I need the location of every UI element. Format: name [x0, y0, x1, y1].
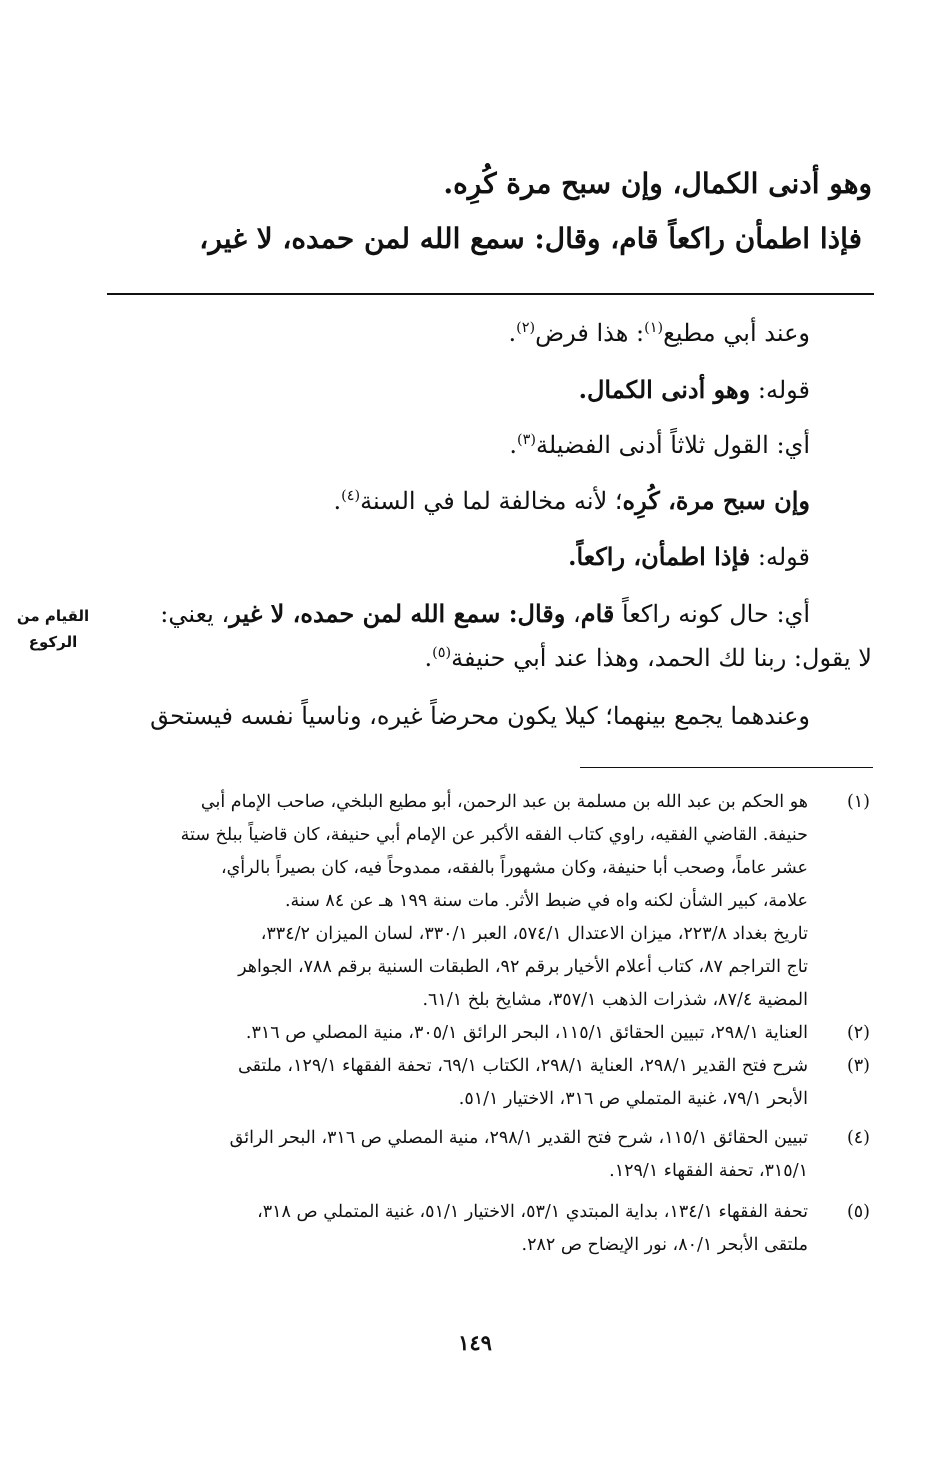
page-number: ١٤٩ — [458, 1330, 492, 1355]
footnote-line: تحفة الفقهاء ١٣٤/١، بداية المبتدي ٥٣/١، الاختيار ٥١/١، غنية المتملي ص ٣١٨، — [257, 1202, 808, 1222]
footnote-1 — [100, 786, 870, 1017]
quoted-matn: فإذا اطمأن، راكعاً. — [568, 542, 751, 571]
matn-line-2: فإذا اطمأن راكعاً قام، وقال: سمع الله لمن حمده، لا غير، — [199, 222, 862, 255]
sharh-text: ، — [565, 600, 581, 628]
sharh-text: وعند أبي مطيع — [663, 319, 810, 347]
footnote-ref-1[interactable]: (١) — [644, 320, 664, 336]
sharh-paragraph-4 — [333, 486, 810, 516]
footnote-line: علامة، كبير الشأن لكنه واه في ضبط الأثر. مات سنة ١٩٩ هـ عن ٨٤ سنة. — [284, 891, 808, 911]
footnote-5 — [100, 1196, 870, 1262]
footnote-ref-3[interactable]: (٣) — [516, 432, 536, 448]
sharh-text: قوله: — [750, 376, 810, 404]
footnote-ref-4[interactable]: (٤) — [341, 488, 361, 504]
footnote-line: هو الحكم بن عبد الله بن مسلمة بن عبد الرحمن، أبو مطيع البلخي، صاحب الإمام أبي — [200, 792, 808, 812]
margin-heading-line-2: الركوع — [28, 632, 78, 651]
sharh-text: . — [509, 431, 517, 459]
matn-line-1: وهو أدنى الكمال، وإن سبح مرة كُرِه. — [443, 167, 872, 200]
footnote-number: (٣) — [846, 1056, 870, 1076]
sharh-paragraph-6 — [160, 599, 810, 629]
sharh-paragraph-8 — [150, 701, 810, 731]
sharh-text: . — [333, 487, 342, 515]
footnote-separator-rule — [580, 767, 873, 768]
footnote-line: المضية ٨٧/٤، شذرات الذهب ٣٥٧/١، مشايخ بلخ ٦١/١. — [422, 990, 808, 1010]
footnote-line: الأبحر ٧٩/١، غنية المتملي ص ٣١٦، الاختيار ٥١/١. — [458, 1089, 808, 1109]
sharh-text: ؛ لأنه مخالفة لما في السنة — [360, 487, 623, 515]
sharh-text: ، يعني: — [160, 600, 230, 628]
matn-separator-rule — [107, 293, 874, 295]
footnote-line: شرح فتح القدير ٢٩٨/١، العناية ٢٩٨/١، الكتاب ٦٩/١، تحفة الفقهاء ١٢٩/١، ملتقى — [237, 1056, 808, 1076]
sharh-paragraph-1 — [508, 318, 810, 348]
footnote-number: (٢) — [846, 1023, 870, 1043]
footnote-number: (٤) — [846, 1128, 870, 1148]
sharh-paragraph-5 — [568, 542, 810, 572]
quoted-matn: وهو أدنى الكمال. — [578, 375, 751, 404]
sharh-text: أي: القول ثلاثاً أدنى الفضيلة — [535, 431, 810, 459]
sharh-paragraph-2 — [579, 375, 810, 405]
footnote-line: ملتقى الأبحر ٨٠/١، نور الإيضاح ص ٢٨٢. — [521, 1235, 808, 1255]
quoted-matn: وقال: سمع الله لمن حمده، لا غير — [229, 599, 566, 628]
footnote-line: العناية ٢٩٨/١، تبيين الحقائق ١١٥/١، البحر الرائق ٣٠٥/١، منية المصلي ص ٣١٦. — [245, 1023, 808, 1043]
sharh-text: لا يقول: ربنا لك الحمد، وهذا عند أبي حنيفة — [451, 644, 872, 672]
sharh-text: وعندهما يجمع بينهما؛ كيلا يكون محرضاً غيره، وناسياً نفسه فيستحق — [150, 702, 810, 730]
footnote-line: حنيفة. القاضي الفقيه، راوي كتاب الفقه الأكبر عن الإمام أبي حنيفة، كان قاضياً ببلخ ستة — [180, 825, 808, 845]
footnote-2 — [100, 1017, 870, 1050]
footnote-ref-2[interactable]: (٢) — [516, 320, 536, 336]
sharh-text: . — [508, 319, 517, 347]
footnote-line: عشر عاماً، وصحب أبا حنيفة، وكان مشهوراً بالفقه، ممدوحاً فيه، كان بصيراً بالرأي، — [220, 858, 808, 878]
quoted-matn: وإن سبح مرة، كُرِه — [622, 486, 810, 515]
sharh-paragraph-3 — [509, 430, 810, 460]
sharh-text: : هذا فرض — [535, 319, 645, 347]
footnote-4 — [100, 1122, 870, 1188]
sharh-paragraph-7 — [425, 643, 873, 673]
margin-heading — [14, 604, 92, 655]
footnote-line: تاج التراجم ٨٧، كتاب أعلام الأخيار برقم ٩٢، الطبقات السنية برقم ٧٨٨، الجواهر — [238, 957, 808, 977]
footnote-number: (٥) — [846, 1202, 870, 1222]
sharh-text: أي: حال كونه راكعاً — [614, 600, 810, 628]
footnote-line: ٣١٥/١، تحفة الفقهاء ١٢٩/١. — [609, 1161, 808, 1181]
sharh-text: . — [424, 644, 433, 672]
footnote-line: تبيين الحقائق ١١٥/١، شرح فتح القدير ٢٩٨/١، منية المصلي ص ٣١٦، البحر الرائق — [229, 1128, 808, 1148]
footnote-line: تاريخ بغداد ٢٢٣/٨، ميزان الاعتدال ٥٧٤/١، العبر ٣٣٠/١، لسان الميزان ٣٣٤/٢، — [260, 924, 808, 944]
quoted-matn: قام — [580, 599, 615, 628]
margin-heading-line-1: القيام من — [16, 607, 90, 625]
footnote-3 — [100, 1050, 870, 1116]
sharh-text: قوله: — [750, 543, 810, 571]
footnote-number: (١) — [846, 792, 870, 812]
footnote-ref-5[interactable]: (٥) — [432, 645, 452, 661]
